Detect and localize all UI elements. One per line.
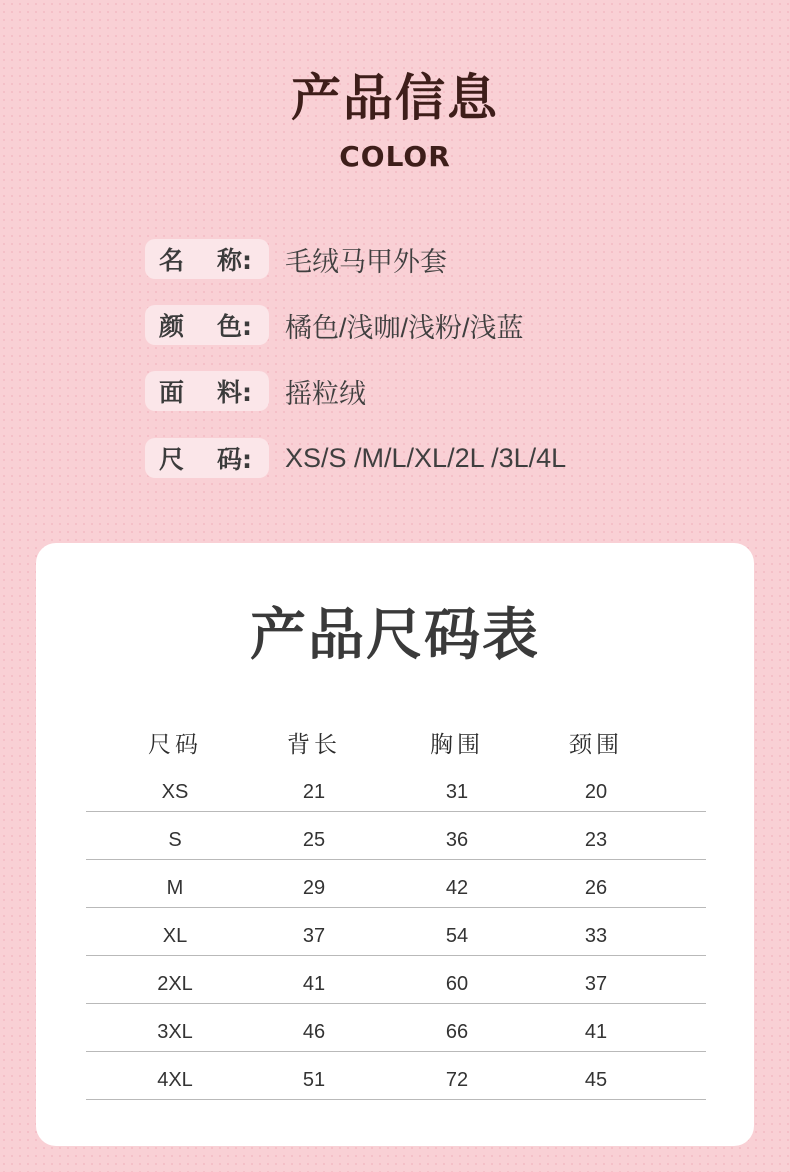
table-cell: 23: [584, 829, 608, 851]
table-cell: 25: [302, 829, 326, 851]
column-header-size: 尺码: [148, 732, 202, 758]
info-label-char: 称:: [217, 246, 252, 275]
info-label-char: 码:: [217, 445, 252, 474]
table-cell: XS: [161, 781, 189, 803]
info-label: [145, 305, 269, 345]
table-cell: 20: [584, 781, 608, 803]
table-cell: 33: [584, 925, 608, 947]
table-cell: 21: [302, 781, 326, 803]
info-row-color: [145, 305, 524, 345]
table-cell: 36: [445, 829, 469, 851]
info-value: 毛绒马甲外套: [285, 246, 447, 277]
info-label: [145, 371, 269, 411]
table-cell: M: [166, 877, 184, 899]
table-cell: 46: [302, 1021, 326, 1043]
row-divider: [86, 859, 706, 860]
table-cell: 66: [445, 1021, 469, 1043]
info-row-size: [145, 438, 566, 478]
table-cell: 41: [584, 1021, 608, 1043]
table-cell: S: [168, 829, 182, 851]
row-divider: [86, 1099, 706, 1100]
table-cell: 45: [584, 1069, 608, 1091]
table-cell: 37: [584, 973, 608, 995]
row-divider: [86, 1051, 706, 1052]
info-row-name: [145, 239, 447, 279]
info-label: [145, 438, 269, 478]
info-value: XS/S /M/L/XL/2L /3L/4L: [285, 442, 567, 473]
table-cell: 2XL: [157, 973, 193, 995]
table-cell: 29: [302, 877, 326, 899]
info-label-char: 色:: [217, 312, 252, 341]
info-label-char: 名: [159, 246, 185, 275]
row-divider: [86, 955, 706, 956]
info-value: 摇粒绒: [285, 378, 366, 409]
table-cell: 41: [302, 973, 326, 995]
column-header-back-length: 背长: [287, 732, 341, 758]
table-cell: 4XL: [157, 1069, 193, 1091]
table-cell: XL: [162, 925, 188, 947]
info-value: 橘色/浅咖/浅粉/浅蓝: [285, 312, 524, 343]
page-subtitle: COLOR: [339, 140, 451, 173]
info-label: [145, 239, 269, 279]
table-cell: 51: [302, 1069, 326, 1091]
table-cell: 72: [445, 1069, 469, 1091]
info-label-char: 料:: [217, 378, 252, 407]
info-label-char: 颜: [159, 312, 185, 341]
size-chart-title: 产品尺码表: [250, 603, 540, 668]
table-cell: 42: [445, 877, 469, 899]
row-divider: [86, 1003, 706, 1004]
table-cell: 26: [584, 877, 608, 899]
page-title: 产品信息: [291, 69, 499, 127]
table-cell: 37: [302, 925, 326, 947]
table-cell: 54: [445, 925, 469, 947]
column-header-chest: 胸围: [430, 732, 484, 758]
table-cell: 3XL: [157, 1021, 193, 1043]
info-row-material: [145, 371, 366, 411]
row-divider: [86, 811, 706, 812]
info-label-char: 尺: [159, 445, 185, 474]
table-cell: 31: [445, 781, 469, 803]
info-label-char: 面: [159, 378, 185, 407]
row-divider: [86, 907, 706, 908]
column-header-neck: 颈围: [569, 732, 623, 758]
size-chart-card: [36, 543, 754, 1146]
table-cell: 60: [445, 973, 469, 995]
